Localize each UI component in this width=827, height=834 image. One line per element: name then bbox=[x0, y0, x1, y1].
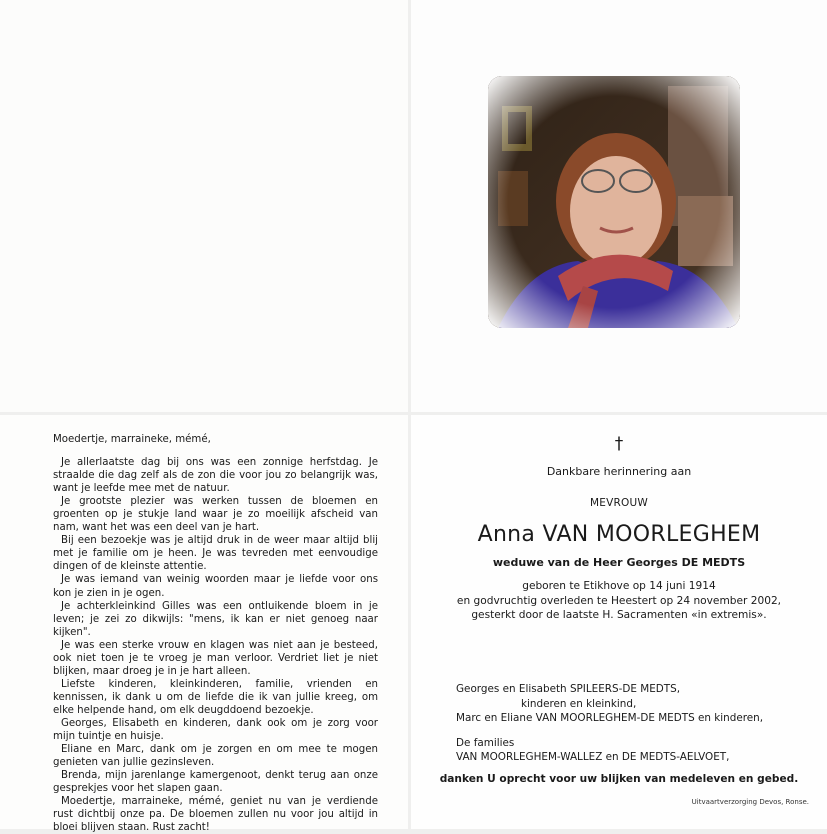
letter-paragraph: Moedertje, marraineke, mémé, geniet nu van je verdiende rust dichtbij onze pa. De bloemen zullen nu voor jou altijd in bloei blijven staan. Rust zacht! bbox=[53, 796, 378, 834]
card-back-blank-panel bbox=[0, 0, 408, 412]
family-line: VAN MOORLEGHEM-WALLEZ en DE MEDTS-AELVOET, bbox=[456, 751, 730, 764]
letter-paragraph: Je was iemand van weinig woorden maar je liefde voor ons kon je zien in je ogen. bbox=[53, 574, 378, 599]
portrait-photo bbox=[488, 76, 740, 328]
family-line: kinderen en kleinkind, bbox=[521, 697, 637, 710]
family-list bbox=[456, 682, 816, 765]
family-line: Marc en Eliane VAN MOORLEGHEM-DE MEDTS en kinderen, bbox=[456, 712, 764, 725]
letter-paragraph: Eliane en Marc, dank om je zorgen en om mee te mogen genieten van jullie gezinsleven. bbox=[53, 744, 378, 769]
sacraments-line: gesterkt door de laatste H. Sacramenten «in extremis». bbox=[471, 609, 767, 621]
family-line: De families bbox=[456, 736, 515, 749]
letter-paragraph: Je allerlaatste dag bij ons was een zonnige herfstdag. Je straalde die dag zelf als de zon die voor jou zo belangrijk was, want je leefde mee met de natuur. bbox=[53, 457, 378, 495]
letter-paragraph: Je was een sterke vrouw en klagen was niet aan je besteed, ook niet toen je te vroeg je man verloor. Verdriet liet je niet blijken, maar droeg je in je hart alleen. bbox=[53, 639, 378, 677]
letter-paragraph: Je grootste plezier was werken tussen de bloemen en groenten op je stukje land waar je zo moeilijk afscheid van nam, want het was een deel van je hart. bbox=[53, 496, 378, 534]
letter-paragraph: Liefste kinderen, kleinkinderen, familie, vrienden en kennissen, ik dank u om de liefde die ik van jullie kreeg, om elke helpende hand, om elk deugddoend bezoekje. bbox=[53, 678, 378, 716]
letter-paragraph: Brenda, mijn jarenlange kamergenoot, denkt terug aan onze gesprekjes voor het slapen gaan. bbox=[53, 770, 378, 795]
letter-paragraph: Georges, Elisabeth en kinderen, dank ook om je zorg voor mijn tuintje en huisje. bbox=[53, 717, 378, 743]
first-name: Anna bbox=[477, 522, 536, 547]
memorial-letter bbox=[53, 433, 378, 834]
widow-of-line: weduwe van de Heer Georges DE MEDTS bbox=[492, 556, 746, 569]
death-line: en godvruchtig overleden te Heestert op 24 november 2002, bbox=[456, 594, 782, 607]
birth-line: geboren te Etikhove op 14 juni 1914 bbox=[522, 580, 716, 592]
last-name: VAN MOORLEGHEM bbox=[542, 522, 761, 547]
honorific-title: MEVROUW bbox=[590, 497, 648, 509]
family-line: Georges en Elisabeth SPILEERS-DE MEDTS, bbox=[456, 683, 681, 695]
remembrance-heading: Dankbare herinnering aan bbox=[546, 465, 692, 478]
biography-block bbox=[411, 579, 827, 623]
letter-paragraph: Bij een bezoekje was je altijd druk in de weer maar altijd blij met je familie om je heen. Je was tevreden met eenvoudige dingen of de kleinste attentie. bbox=[53, 535, 378, 573]
letter-salutation: Moedertje, marraineke, mémé, bbox=[53, 434, 211, 445]
deceased-name bbox=[411, 522, 827, 547]
cross-icon: † bbox=[614, 434, 624, 454]
thanks-line: danken U oprecht voor uw blijken van medeleven en gebed. bbox=[439, 773, 799, 785]
letter-paragraph: Je achterkleinkind Gilles was een ontluikende bloem in je leven; je zei zo dikwijls: "mens, ik kan er niet genoeg naar kijken". bbox=[53, 600, 378, 638]
undertaker-credit: Uitvaartverzorging Devos, Ronse. bbox=[691, 798, 809, 806]
